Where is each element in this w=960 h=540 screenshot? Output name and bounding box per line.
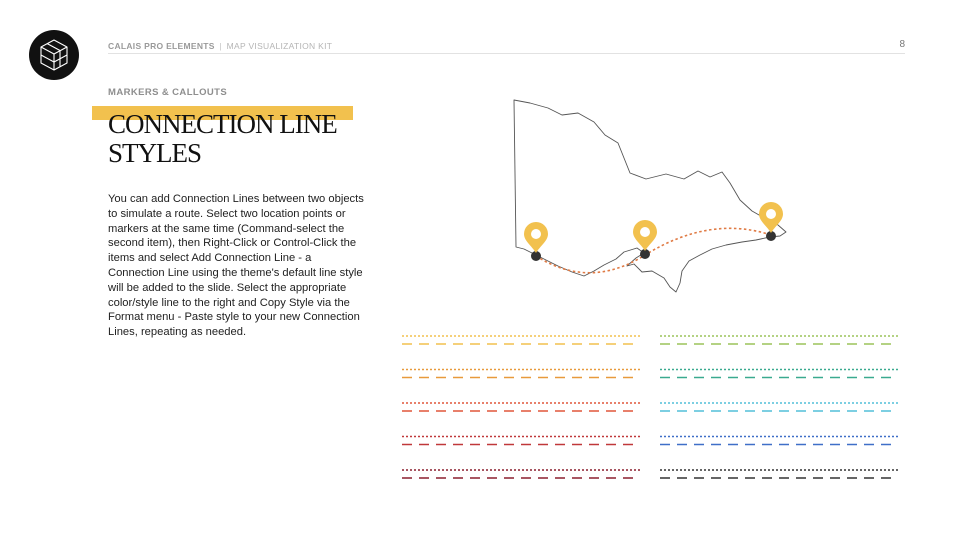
line-style-swatch-right-2[interactable] bbox=[660, 370, 898, 378]
header-brand: CALAIS PRO ELEMENTS bbox=[108, 41, 215, 51]
line-style-swatch-left-1[interactable] bbox=[402, 336, 640, 344]
line-style-swatch-left-4[interactable] bbox=[402, 437, 640, 445]
header-kit-name: MAP VISUALIZATION KIT bbox=[226, 41, 333, 51]
location-pin-east bbox=[759, 202, 783, 241]
line-style-swatch-right-3[interactable] bbox=[660, 403, 898, 411]
cube-icon bbox=[29, 30, 79, 80]
line-style-swatch-left-2[interactable] bbox=[402, 370, 640, 378]
line-style-swatch-right-1[interactable] bbox=[660, 336, 898, 344]
header-divider bbox=[108, 53, 905, 54]
line-style-swatch-right-5[interactable] bbox=[660, 470, 898, 478]
location-pin-west bbox=[524, 222, 548, 261]
line-style-swatch-left-3[interactable] bbox=[402, 403, 640, 411]
title-line-1: CONNECTION LINE bbox=[108, 109, 337, 139]
header-title bbox=[108, 41, 332, 51]
page-number: 8 bbox=[899, 39, 905, 50]
region-outline bbox=[514, 100, 786, 292]
map-illustration bbox=[500, 95, 800, 305]
logo bbox=[29, 30, 79, 80]
line-style-swatch-left-5[interactable] bbox=[402, 470, 640, 478]
location-pin-center bbox=[633, 220, 657, 259]
line-style-swatches bbox=[400, 330, 900, 490]
body-paragraph: You can add Connection Lines between two objects to simulate a route. Select two location points or markers at the same time (Command-select the second item), then Right-Click or Control-Click the items and select Add Connection Line - a Connection Line using the theme's default line style will be added to the slide. Select the appropriate color/style line to the right and Copy Style via the Format menu - Paste style to your new Connection Lines, repeating as needed. bbox=[108, 193, 364, 339]
page-title bbox=[108, 110, 388, 168]
section-label: MARKERS & CALLOUTS bbox=[108, 87, 228, 98]
title-line-2: STYLES bbox=[108, 138, 202, 168]
line-style-swatch-right-4[interactable] bbox=[660, 437, 898, 445]
header-separator: | bbox=[219, 41, 222, 51]
